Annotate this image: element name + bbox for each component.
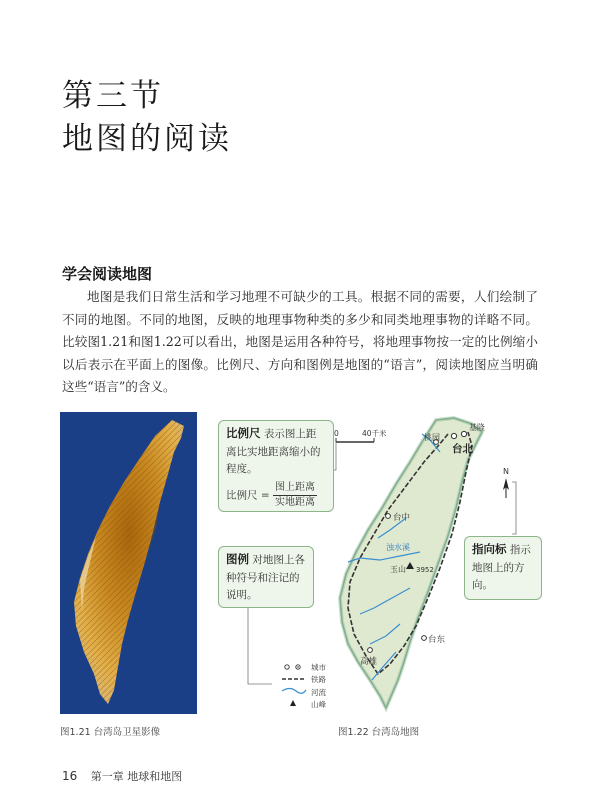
section-number: 第三节: [62, 78, 164, 114]
svg-text:河流: 河流: [311, 688, 326, 697]
direction-explanation-box: [464, 536, 542, 600]
satellite-image: [60, 412, 197, 714]
direction-description: 指示地图上的方向。: [472, 544, 531, 591]
scale-description: 表示图上距离比实地距离缩小的程度。: [226, 428, 321, 475]
legend-term: 图例: [226, 552, 249, 566]
north-arrow: [503, 467, 516, 534]
scale-bar: [332, 428, 387, 470]
scale-explanation-box: [218, 420, 334, 512]
figure-right-caption: 图1.22 台湾岛地图: [338, 727, 420, 738]
scale-term: 比例尺: [226, 426, 261, 440]
body-paragraph: 地图是我们日常生活和学习地理不可缺少的工具。根据不同的需要，人们绘制了不同的地图。不同的地图，反映的地理事物种类的多少和同类地理事物的详略不同。比较图1.21和图1.22可以看出，地图是运用各种符号，将地理事物按一定的比例缩小以后表示在平面上的图像。比例尺、方向和图例是地图的“语言”，阅读地图应当明确这些“语言”的含义。: [62, 289, 538, 394]
label-zhuoshui: 浊水溪: [386, 543, 410, 552]
svg-text:城市: 城市: [311, 663, 326, 672]
label-yushan: 玉山: [390, 565, 406, 574]
svg-text:铁路: 铁路: [311, 675, 326, 684]
label-taichung: 台中: [393, 513, 411, 523]
page-footer: [62, 768, 182, 784]
label-yushan-altitude: 3952: [416, 566, 434, 574]
legend-description: 对地图上各种符号和注记的说明。: [226, 554, 305, 601]
legend-explanation-box: [218, 546, 314, 608]
chapter-name: 第一章 地球和地图: [90, 770, 183, 783]
direction-term: 指向标: [472, 542, 507, 556]
label-keelung: 基隆: [469, 423, 485, 432]
taiwan-satellite-shape: [60, 412, 197, 714]
scale-formula-label: 比例尺 =: [226, 489, 270, 501]
label-taitung: 台东: [428, 635, 446, 645]
label-kaohsiung: 高雄: [360, 657, 378, 667]
label-taoyuan: 桃园: [424, 433, 440, 442]
page-title: 地图的阅读: [62, 121, 232, 157]
svg-text:0: 0: [334, 429, 339, 438]
map-legend: [282, 662, 326, 709]
svg-text:40千米: 40千米: [362, 429, 387, 438]
section-heading: 学会阅读地图: [62, 265, 153, 283]
figure-left-caption: 图1.21 台湾岛卫星影像: [60, 727, 161, 738]
legend-connector: [248, 604, 272, 684]
scale-formula-fraction: $\frac{\text{图上距离}}{\text{实地距离}}$: [274, 481, 315, 508]
svg-text:N: N: [503, 467, 509, 476]
label-taipei: 台北: [452, 443, 473, 455]
page-number: 16: [62, 769, 78, 783]
svg-text:山峰: 山峰: [311, 700, 326, 709]
